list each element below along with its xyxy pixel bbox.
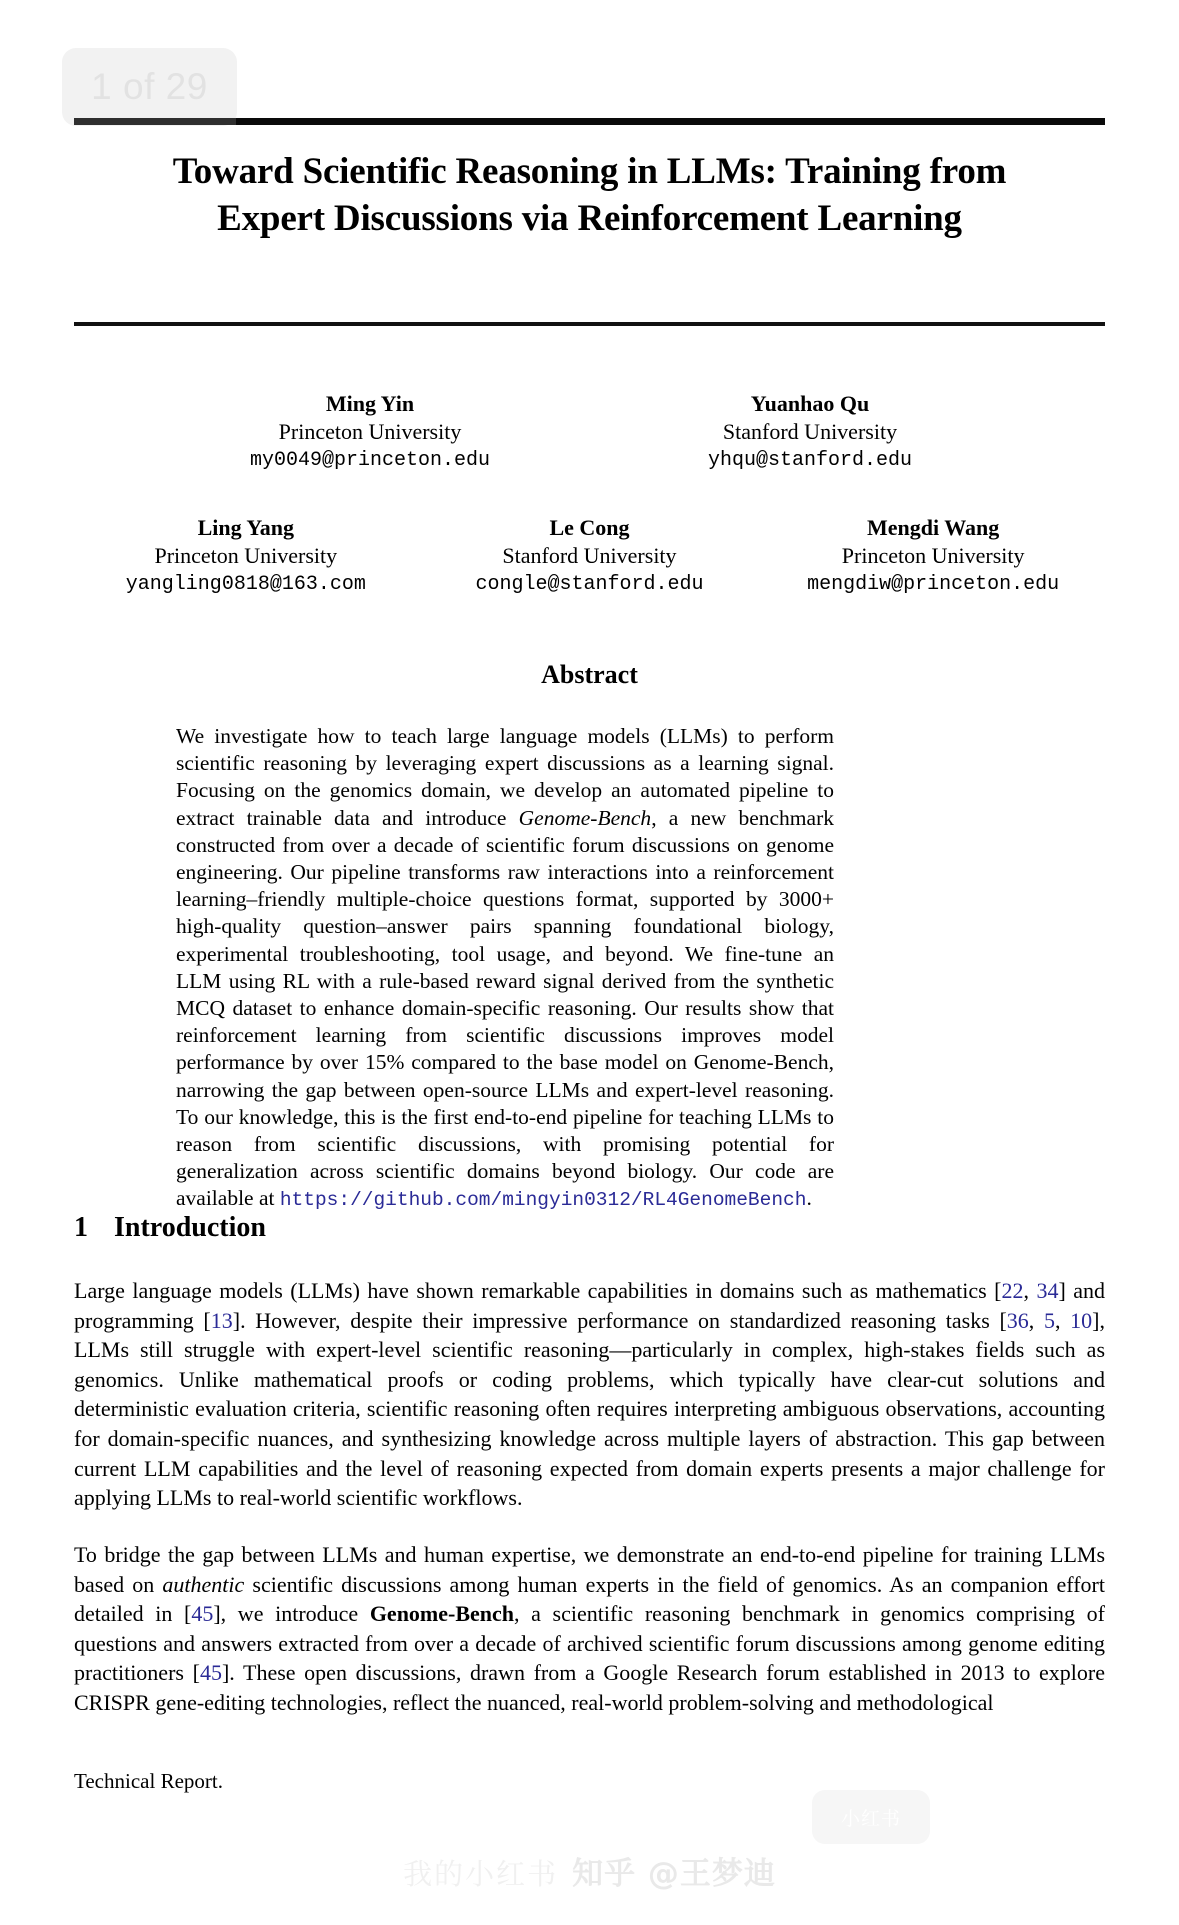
author-ming-yin bbox=[150, 390, 590, 476]
author-name: Le Cong bbox=[549, 515, 630, 540]
author-affiliation: Stanford University bbox=[722, 419, 898, 444]
watermark-bottom bbox=[0, 1848, 1179, 1893]
p2-text-a: To bridge the gap between LLMs and human expertise, we demonstrate an end-to-end pipeline for training LLMs based on bbox=[74, 1542, 1105, 1597]
p2-italic-authentic: authentic bbox=[162, 1571, 245, 1597]
p2-bold-genome-bench: Genome-Bench bbox=[369, 1601, 515, 1627]
p1-sep-3: , bbox=[1054, 1307, 1071, 1333]
abstract-text-3: . bbox=[806, 1186, 812, 1211]
author-email[interactable]: congle@stanford.edu bbox=[475, 573, 704, 596]
citation-5[interactable]: 5 bbox=[1043, 1307, 1055, 1333]
author-name: Ming Yin bbox=[325, 391, 415, 416]
author-ling-yang bbox=[74, 514, 418, 600]
benchmark-name: Genome-Bench bbox=[518, 805, 652, 830]
abstract-text-1: We investigate how to teach large language models (LLMs) to perform scientific reasoning by leveraging expert discussions as a learning signal. Focusing on the genomics domain, we develop an automated pipeline to extract trainable data and introduce bbox=[176, 724, 834, 830]
p2-text-e: ]. These open discussions, drawn from a Google Research forum established in 2013 to explore CRISPR gene-editing technologies, reflect the nuanced, real-world problem-solving and methodological bbox=[74, 1660, 1105, 1715]
citation-34[interactable]: 34 bbox=[1036, 1278, 1059, 1303]
section-1-heading bbox=[74, 1212, 266, 1244]
author-yuanhao-qu bbox=[590, 390, 1030, 476]
p2-text-b: scientific discussions among human experts in the field of genomics. As an companion effort detailed in [ bbox=[74, 1571, 1105, 1627]
abstract-body bbox=[176, 723, 834, 1215]
abstract-text-2: , a new benchmark constructed from over a decade of scientific forum discussions on genome engineering. Our pipeline transforms raw interactions into a reinforcement learning–friendly multiple-choice questions format, supported by 3000+ high-quality question–answer pairs spanning foundational biology, experimental troubleshooting, tool usage, and beyond. We fine-tune an LLM using RL with a rule-based reward signal derived from the synthetic MCQ dataset to enhance domain-specific reasoning. Our results show that reinforcement learning from scientific discussions improves model performance by over 15% compared to the base model on Genome-Bench, narrowing the gap between open-source LLMs and expert-level reasoning. To our knowledge, this is the first end-to-end pipeline for teaching LLMs to reason from scientific discussions, with promising potential for generalization across scientific domains beyond biology. Our code are available at bbox=[176, 805, 834, 1211]
author-block-row-2 bbox=[74, 514, 1105, 600]
citation-45-first[interactable]: 45 bbox=[191, 1601, 214, 1627]
paper-title bbox=[74, 148, 1105, 242]
p1-text-c: ]. However, despite their impressive performance on standardized reasoning tasks [ bbox=[232, 1307, 1007, 1333]
author-block-row-1 bbox=[150, 390, 1030, 476]
p1-sep-1: , bbox=[1023, 1278, 1037, 1303]
author-name: Ling Yang bbox=[197, 515, 295, 540]
p2-text-c: ], we introduce bbox=[213, 1601, 370, 1627]
title-line-1: Toward Scientific Reasoning in LLMs: Training from bbox=[172, 151, 1007, 192]
author-email[interactable]: yangling0818@163.com bbox=[125, 573, 366, 596]
author-affiliation: Princeton University bbox=[841, 543, 1025, 568]
intro-paragraph-1 bbox=[74, 1276, 1105, 1513]
p1-text-a: Large language models (LLMs) have shown remarkable capabilities in domains such as mathematics [ bbox=[74, 1278, 1002, 1303]
author-name: Yuanhao Qu bbox=[750, 391, 870, 416]
author-mengdi-wang bbox=[761, 514, 1105, 600]
citation-45-second[interactable]: 45 bbox=[199, 1660, 222, 1686]
abstract-heading: Abstract bbox=[541, 660, 638, 689]
intro-paragraph-2 bbox=[74, 1540, 1105, 1718]
page-indicator-badge[interactable] bbox=[62, 48, 237, 126]
code-url-link[interactable]: https://github.com/mingyin0312/RL4GenomeBench bbox=[279, 1189, 807, 1212]
watermark-zhihu: 知乎 @王梦迪 bbox=[572, 1856, 776, 1892]
footnote-technical-report: Technical Report. bbox=[74, 1769, 223, 1793]
citation-22[interactable]: 22 bbox=[1001, 1278, 1024, 1303]
page-badge-rule-shadow bbox=[74, 118, 236, 125]
author-affiliation: Princeton University bbox=[154, 543, 338, 568]
section-title: Introduction bbox=[114, 1212, 266, 1243]
section-number: 1 bbox=[74, 1212, 88, 1243]
author-email[interactable]: mengdiw@princeton.edu bbox=[807, 573, 1060, 596]
author-affiliation: Stanford University bbox=[502, 543, 677, 568]
citation-10[interactable]: 10 bbox=[1070, 1307, 1093, 1333]
p1-text-b: ] and programming [ bbox=[74, 1278, 1105, 1333]
title-line-2: Expert Discussions via Reinforcement Learning bbox=[217, 198, 962, 239]
watermark-corner-badge bbox=[812, 1790, 930, 1844]
title-bottom-rule bbox=[74, 322, 1105, 326]
author-name: Mengdi Wang bbox=[867, 515, 1000, 540]
citation-36[interactable]: 36 bbox=[1006, 1307, 1029, 1333]
author-le-cong bbox=[418, 514, 762, 600]
author-email[interactable]: my0049@princeton.edu bbox=[249, 449, 491, 472]
watermark-badge-label: 小红书 bbox=[840, 1807, 901, 1830]
author-affiliation: Princeton University bbox=[278, 419, 462, 444]
p1-sep-2: , bbox=[1028, 1307, 1044, 1333]
page-indicator-label: 1 of 29 bbox=[91, 66, 208, 107]
p1-text-d: ], LLMs still struggle with expert-level scientific reasoning—particularly in complex, high-stakes fields such as genomics. Unlike mathematical proofs or coding problems, which typically have clear-cut solutions and deterministic evaluation criteria, scientific reasoning often requires interpreting ambiguous observations, accounting for domain-specific nuances, and synthesizing knowledge across multiple layers of abstraction. This gap between current LLM capabilities and the level of reasoning expected from domain experts presents a major challenge for applying LLMs to real-world scientific workflows. bbox=[74, 1307, 1105, 1511]
watermark-xiaohongshu: 我的小红书 bbox=[403, 1857, 559, 1891]
citation-13[interactable]: 13 bbox=[210, 1307, 233, 1333]
p2-text-d: , a scientific reasoning benchmark in genomics comprising of questions and answers extracted from over a decade of archived scientific forum discussions among genome editing practitioners [ bbox=[74, 1601, 1105, 1686]
author-email[interactable]: yhqu@stanford.edu bbox=[707, 449, 913, 472]
